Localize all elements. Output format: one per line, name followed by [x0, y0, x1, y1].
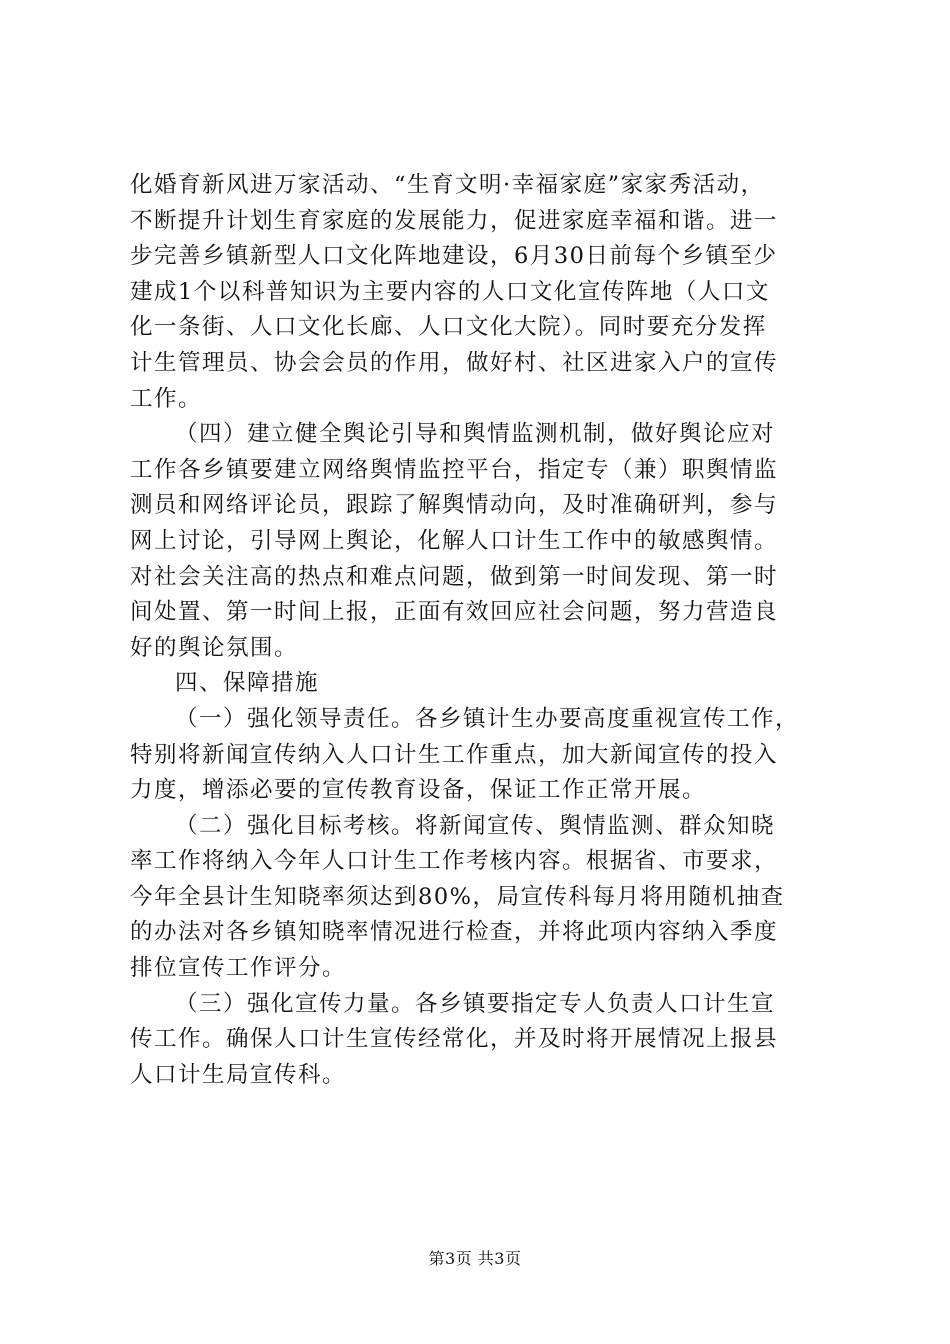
paragraph-start-line: （四）建立健全舆论引导和舆情监测机制，做好舆论应对 — [175, 421, 776, 448]
page-footer — [0, 1249, 950, 1269]
text-line: 好的舆论氛围。 — [130, 634, 299, 661]
page-number-label: 第3页 共3页 — [428, 1249, 522, 1268]
text-line: 间处置、第一时间上报，正面有效回应社会问题，努力营造良 — [130, 599, 779, 626]
text-line: 化一条街、人口文化长廊、人口文化大院）。同时要充分发挥 — [130, 314, 767, 341]
text-line: 网上讨论，引导网上舆论，化解人口计生工作中的敏感舆情。 — [130, 527, 779, 554]
text-line: 传工作。确保人口计生宣传经常化，并及时将开展情况上报县 — [130, 1026, 779, 1053]
paragraph-start-line: （一）强化领导责任。各乡镇计生办要高度重视宣传工作， — [175, 705, 800, 732]
section-heading: 四、保障措施 — [175, 670, 320, 697]
text-line: 的办法对各乡镇知晓率情况进行检查，并将此项内容纳入季度 — [130, 919, 779, 946]
text-line: 排位宣传工作评分。 — [130, 955, 347, 982]
paragraph-start-line: （二）强化目标考核。将新闻宣传、舆情监测、群众知晓 — [175, 812, 776, 839]
text-line: 特别将新闻宣传纳入人口计生工作重点，加大新闻宣传的投入 — [130, 741, 779, 768]
text-line: 率工作将纳入今年人口计生工作考核内容。根据省、市要求， — [130, 848, 779, 875]
text-line: 工作各乡镇要建立网络舆情监控平台，指定专（兼）职舆情监 — [130, 456, 779, 483]
document-body — [130, 168, 830, 1093]
text-line: 对社会关注高的热点和难点问题，做到第一时间发现、第一时 — [130, 563, 779, 590]
text-line: 测员和网络评论员，跟踪了解舆情动向，及时准确研判，参与 — [130, 492, 779, 519]
paragraph-start-line: （三）强化宣传力量。各乡镇要指定专人负责人口计生宣 — [175, 990, 776, 1017]
text-line: 计生管理员、协会会员的作用，做好村、社区进家入户的宣传 — [130, 349, 779, 376]
text-line: 建成1个以科普知识为主要内容的人口文化宣传阵地（人口文 — [130, 278, 770, 305]
text-line: 今年全县计生知晓率须达到80%，局宣传科每月将用随机抽查 — [130, 883, 785, 910]
text-line: 人口计生局宣传科。 — [130, 1061, 347, 1088]
text-line: 化婚育新风进万家活动、“生育文明·幸福家庭”家家秀活动， — [130, 172, 765, 198]
text-line: 工作。 — [130, 385, 203, 412]
text-line: 不断提升计划生育家庭的发展能力，促进家庭幸福和谐。进一 — [130, 207, 779, 234]
text-line: 力度，增添必要的宣传教育设备，保证工作正常开展。 — [130, 777, 707, 804]
text-line: 步完善乡镇新型人口文化阵地建设，6月30日前每个乡镇至少 — [130, 243, 778, 270]
